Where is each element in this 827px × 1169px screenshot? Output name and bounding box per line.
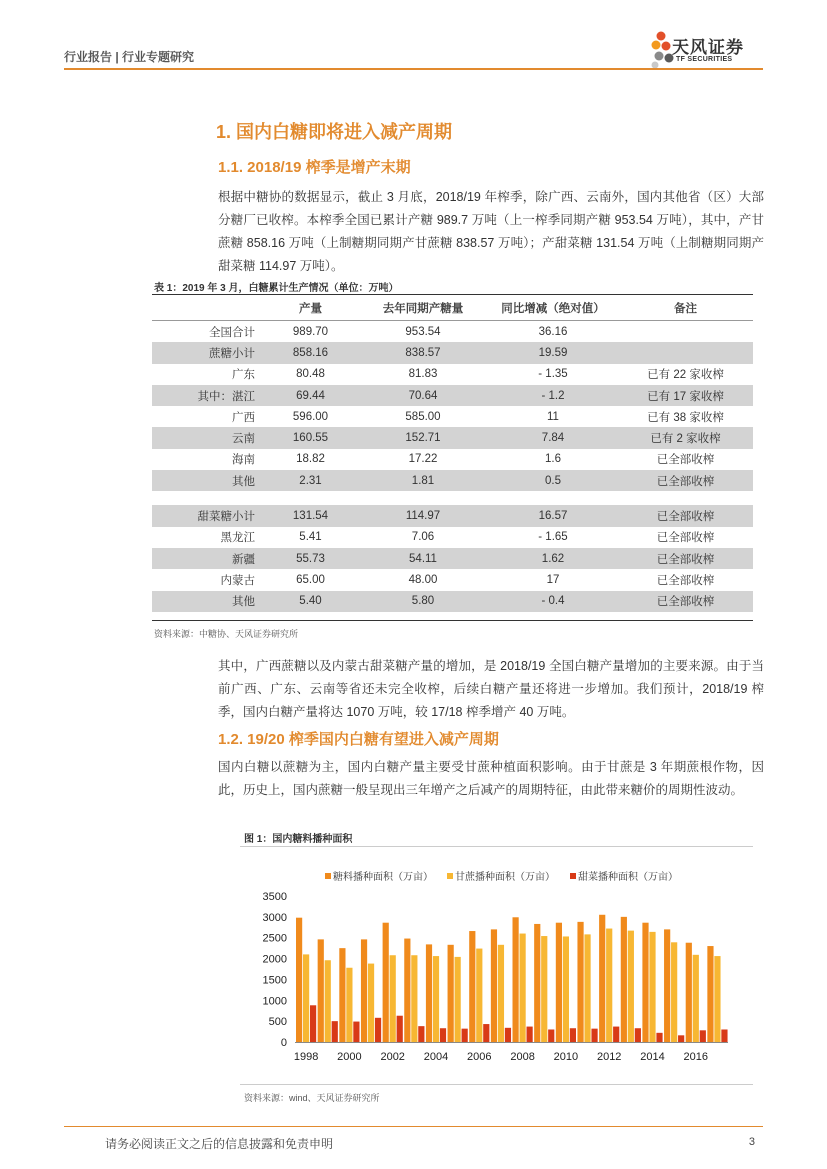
data-bar	[678, 1035, 684, 1042]
data-bar	[656, 1033, 662, 1042]
data-bar	[440, 1028, 446, 1042]
data-bar	[707, 946, 713, 1042]
cell-output: 65.00	[296, 573, 325, 586]
cell-change: 1.62	[488, 548, 618, 569]
data-bar	[498, 945, 504, 1042]
data-bar	[599, 915, 605, 1042]
brand-name-en: TF SECURITIES	[676, 56, 733, 63]
table-row	[152, 427, 753, 448]
data-bar	[563, 936, 569, 1042]
x-tick-label: 2014	[640, 1051, 665, 1063]
cell-last-year: 17.22	[408, 453, 438, 466]
y-tick-label: 500	[268, 1016, 287, 1029]
data-bar	[418, 1026, 424, 1042]
data-bar	[353, 1022, 359, 1042]
y-tick-label: 3500	[262, 891, 287, 903]
data-bar	[332, 1021, 338, 1042]
data-bar	[541, 936, 547, 1042]
subsection-title: 1.2. 19/20 榨季国内白糖有望进入减产周期	[218, 731, 499, 748]
data-bar	[584, 934, 590, 1042]
data-bar	[527, 1027, 533, 1042]
cell-note: 已全部收榨	[618, 505, 753, 526]
paragraph-intro: 根据中糖协的数据显示，截止 3 月底，2018/19 年榨季，除广西、云南外，国内其他省（区）大部分糖厂已收榨。本榨季全国已累计产糖 989.7 万吨（上一榨季同期产糖 953.54 万吨），其中，产甘蔗糖 858.16 万吨（上制糖期同期产甘蔗糖 838.57 万吨）；产甜菜糖 131.54 万吨（上制糖期同期产甜菜糖 114.97 万吨）。	[218, 190, 764, 273]
cell-output: 2.31	[263, 470, 358, 491]
legend-swatch	[447, 873, 453, 879]
table-spacer-row	[152, 491, 753, 505]
logo-petal	[657, 32, 666, 41]
row-label: 黑龙江	[220, 532, 255, 545]
cell-output: 80.48	[296, 368, 325, 381]
cell-note	[618, 321, 753, 343]
cell-change: - 1.2	[488, 385, 618, 406]
data-bar	[346, 968, 352, 1042]
cell-note: 已全部收榨	[656, 532, 715, 545]
cell-last-year: 81.83	[408, 368, 438, 381]
disclaimer-link[interactable]: 请务必阅读正文之后的信息披露和免责申明	[105, 1137, 334, 1151]
data-bar	[404, 939, 410, 1042]
row-label: 甜菜糖小计	[152, 505, 263, 526]
x-tick-label: 2002	[380, 1051, 405, 1063]
figure-caption: 图 1：国内糖料播种面积	[244, 834, 353, 845]
cell-output: 69.44	[263, 385, 358, 406]
table-header	[152, 296, 263, 321]
data-bar	[303, 954, 309, 1042]
cell-note: 已有 22 家收榨	[647, 369, 724, 382]
table-top-rule	[152, 294, 753, 295]
cell-change: 0.5	[488, 470, 618, 491]
row-label: 内蒙古	[220, 574, 255, 587]
data-bar	[448, 945, 454, 1042]
table-header-row	[152, 296, 753, 321]
table-bottom-rule	[152, 620, 753, 621]
row-label: 全国合计	[209, 326, 255, 339]
data-bar	[606, 929, 612, 1042]
x-tick-label: 2012	[596, 1051, 622, 1063]
row-label: 其他	[152, 470, 263, 491]
data-bar	[513, 917, 519, 1042]
cell-note: 已全部收榨	[656, 454, 715, 467]
paragraph-analysis: 其中，广西蔗糖以及内蒙古甜菜糖产量的增加，是 2018/19 全国白糖产量增加的主要来源。由于当前广西、广东、云南等省还未完全收榨，后续白糖产量还将进一步增加。我们预计，2018/19 榨季，国内白糖产量将达 1070 万吨，较 17/18 榨季增产 40 万吨。	[218, 659, 764, 719]
row-label: 广西	[232, 411, 255, 424]
cell-last-year: 114.97	[358, 505, 488, 526]
data-bar	[548, 1029, 554, 1042]
paragraph-cycle: 国内白糖以蔗糖为主，国内白糖产量主要受甘蔗种植面积影响。由于甘蔗是 3 年期蔗根作物，因此，历史上，国内蔗糖一般呈现出三年增产之后减产的周期特征，由此带来糖价的周期性波动。	[218, 760, 764, 797]
cell-note: 已有 17 家收榨	[618, 385, 753, 406]
data-bar	[426, 944, 432, 1042]
cell-change: 1.6	[545, 453, 561, 466]
data-bar	[621, 917, 627, 1042]
row-label: 新疆	[152, 548, 263, 569]
table-caption: 表 1：2019 年 3 月，白糖累计生产情况（单位：万吨）	[154, 283, 399, 294]
logo-petal	[652, 41, 661, 50]
header-divider	[64, 68, 763, 70]
data-bar	[383, 923, 389, 1042]
table-header: 去年同期产糖量	[358, 296, 488, 321]
data-bar	[671, 942, 677, 1042]
cell-output: 858.16	[263, 342, 358, 363]
figure-top-rule	[240, 846, 753, 847]
table-source: 资料来源：中糖协、天风证券研究所	[154, 629, 299, 639]
cell-change: - 1.35	[538, 368, 568, 381]
row-label: 广东	[232, 369, 255, 382]
table-row	[152, 591, 753, 612]
figure-source: 资料来源：wind、天风证券研究所	[244, 1093, 380, 1103]
cell-note: 已全部收榨	[656, 574, 715, 587]
table-row	[152, 406, 753, 427]
data-bar	[649, 932, 655, 1042]
data-bar	[476, 949, 482, 1042]
data-bar	[397, 1016, 403, 1042]
cell-last-year: 48.00	[408, 573, 438, 586]
cell-note	[618, 342, 753, 363]
cell-output: 160.55	[263, 427, 358, 448]
data-bar	[361, 939, 367, 1042]
cell-output: 989.70	[292, 325, 329, 338]
row-label: 蔗糖小计	[152, 342, 263, 363]
y-tick-label: 1000	[262, 995, 287, 1008]
cell-change: - 1.65	[538, 531, 568, 544]
row-label: 海南	[232, 454, 255, 467]
cell-output: 131.54	[263, 505, 358, 526]
data-bar	[310, 1005, 316, 1042]
data-bar	[455, 957, 461, 1042]
y-tick-label: 2500	[262, 932, 287, 945]
data-bar	[714, 956, 720, 1042]
planting-area-chart	[250, 860, 730, 1070]
data-bar	[411, 955, 417, 1042]
data-bar	[693, 955, 699, 1042]
row-label: 其中：湛江	[152, 385, 263, 406]
data-bar	[390, 955, 396, 1042]
data-bar	[664, 929, 670, 1042]
cell-change: 19.59	[488, 342, 618, 363]
table-row	[152, 569, 753, 590]
cell-last-year: 152.71	[358, 427, 488, 448]
legend-label: 甘蔗播种面积（万亩）	[455, 872, 555, 883]
data-bar	[613, 1027, 619, 1042]
data-bar	[469, 931, 475, 1042]
data-bar	[591, 1029, 597, 1042]
legend-swatch	[570, 873, 576, 879]
y-tick-label: 2000	[262, 953, 287, 966]
table-row	[152, 548, 753, 569]
data-bar	[721, 1029, 727, 1042]
cell-change: 17	[546, 573, 560, 586]
data-bar	[505, 1028, 511, 1042]
cell-output: 18.82	[296, 453, 325, 466]
y-tick-label: 0	[280, 1037, 287, 1049]
table-header: 备注	[618, 296, 753, 321]
logo-petal	[662, 42, 671, 51]
page-number: 3	[748, 1136, 755, 1148]
data-bar	[534, 924, 540, 1042]
cell-note: 已全部收榨	[618, 470, 753, 491]
legend-label: 甜菜播种面积（万亩）	[578, 872, 678, 883]
data-bar	[520, 934, 526, 1042]
cell-output: 5.41	[299, 531, 322, 544]
cell-note: 已全部收榨	[618, 591, 753, 612]
data-bar	[556, 923, 562, 1042]
cell-last-year: 70.64	[358, 385, 488, 406]
figure-bottom-rule	[240, 1084, 753, 1085]
production-table	[152, 296, 753, 612]
legend-label: 糖料播种面积（万亩）	[333, 872, 433, 883]
y-tick-label: 3000	[262, 911, 287, 924]
logo-petal	[655, 52, 664, 61]
cell-last-year: 838.57	[358, 342, 488, 363]
x-tick-label: 1998	[293, 1051, 319, 1063]
cell-last-year: 585.00	[405, 410, 441, 423]
data-bar	[635, 1028, 641, 1042]
cell-note: 已有 38 家收榨	[647, 411, 724, 424]
table-row	[152, 527, 753, 548]
data-bar	[462, 1029, 468, 1042]
data-bar	[686, 943, 692, 1042]
table-row	[152, 505, 753, 526]
cell-output: 55.73	[263, 548, 358, 569]
data-bar	[368, 964, 374, 1042]
data-bar	[433, 956, 439, 1042]
data-bar	[325, 960, 331, 1042]
data-bar	[375, 1018, 381, 1042]
data-bar	[570, 1028, 576, 1042]
table-row	[152, 385, 753, 406]
cell-last-year: 1.81	[358, 470, 488, 491]
cell-change: 7.84	[488, 427, 618, 448]
table-row	[152, 364, 753, 385]
data-bar	[491, 929, 497, 1042]
cell-last-year: 5.80	[358, 591, 488, 612]
cell-change: 16.57	[488, 505, 618, 526]
cell-change: 11	[547, 410, 559, 423]
table-header: 同比增减（绝对值）	[488, 296, 618, 321]
table-row	[152, 321, 753, 343]
footer-divider	[64, 1126, 763, 1127]
x-tick-label: 2010	[553, 1051, 579, 1063]
brand-name: 天风证券	[672, 38, 744, 57]
data-bar	[700, 1030, 706, 1042]
x-tick-label: 2004	[423, 1051, 449, 1063]
x-tick-label: 2000	[337, 1051, 362, 1063]
cell-change: 36.16	[538, 325, 568, 338]
cell-last-year: 7.06	[411, 531, 435, 544]
data-bar	[318, 939, 324, 1042]
table-row	[152, 342, 753, 363]
data-bar	[339, 948, 345, 1042]
cell-note: 已有 2 家收榨	[618, 427, 753, 448]
x-tick-label: 2008	[510, 1051, 535, 1063]
cell-output: 5.40	[263, 591, 358, 612]
cell-last-year: 953.54	[405, 325, 441, 338]
x-tick-label: 2006	[467, 1051, 492, 1063]
subsection-title: 1.1. 2018/19 榨季是增产末期	[218, 159, 411, 176]
legend-swatch	[325, 873, 331, 879]
cell-change: - 0.4	[488, 591, 618, 612]
cell-note: 已全部收榨	[618, 548, 753, 569]
table-row	[152, 449, 753, 470]
cell-last-year: 54.11	[358, 548, 488, 569]
data-bar	[577, 922, 583, 1042]
section-title: 1. 国内白糖即将进入减产周期	[216, 122, 453, 142]
row-label: 其他	[152, 591, 263, 612]
table-row	[152, 470, 753, 491]
data-bar	[642, 923, 648, 1042]
table-header: 产量	[263, 296, 358, 321]
report-category: 行业报告 | 行业专题研究	[64, 50, 195, 64]
row-label: 云南	[152, 427, 263, 448]
x-tick-label: 2016	[683, 1051, 709, 1063]
data-bar	[628, 931, 634, 1042]
y-tick-label: 1500	[262, 974, 287, 987]
data-bar	[296, 918, 302, 1042]
data-bar	[483, 1024, 489, 1042]
cell-output: 596.00	[292, 410, 329, 423]
